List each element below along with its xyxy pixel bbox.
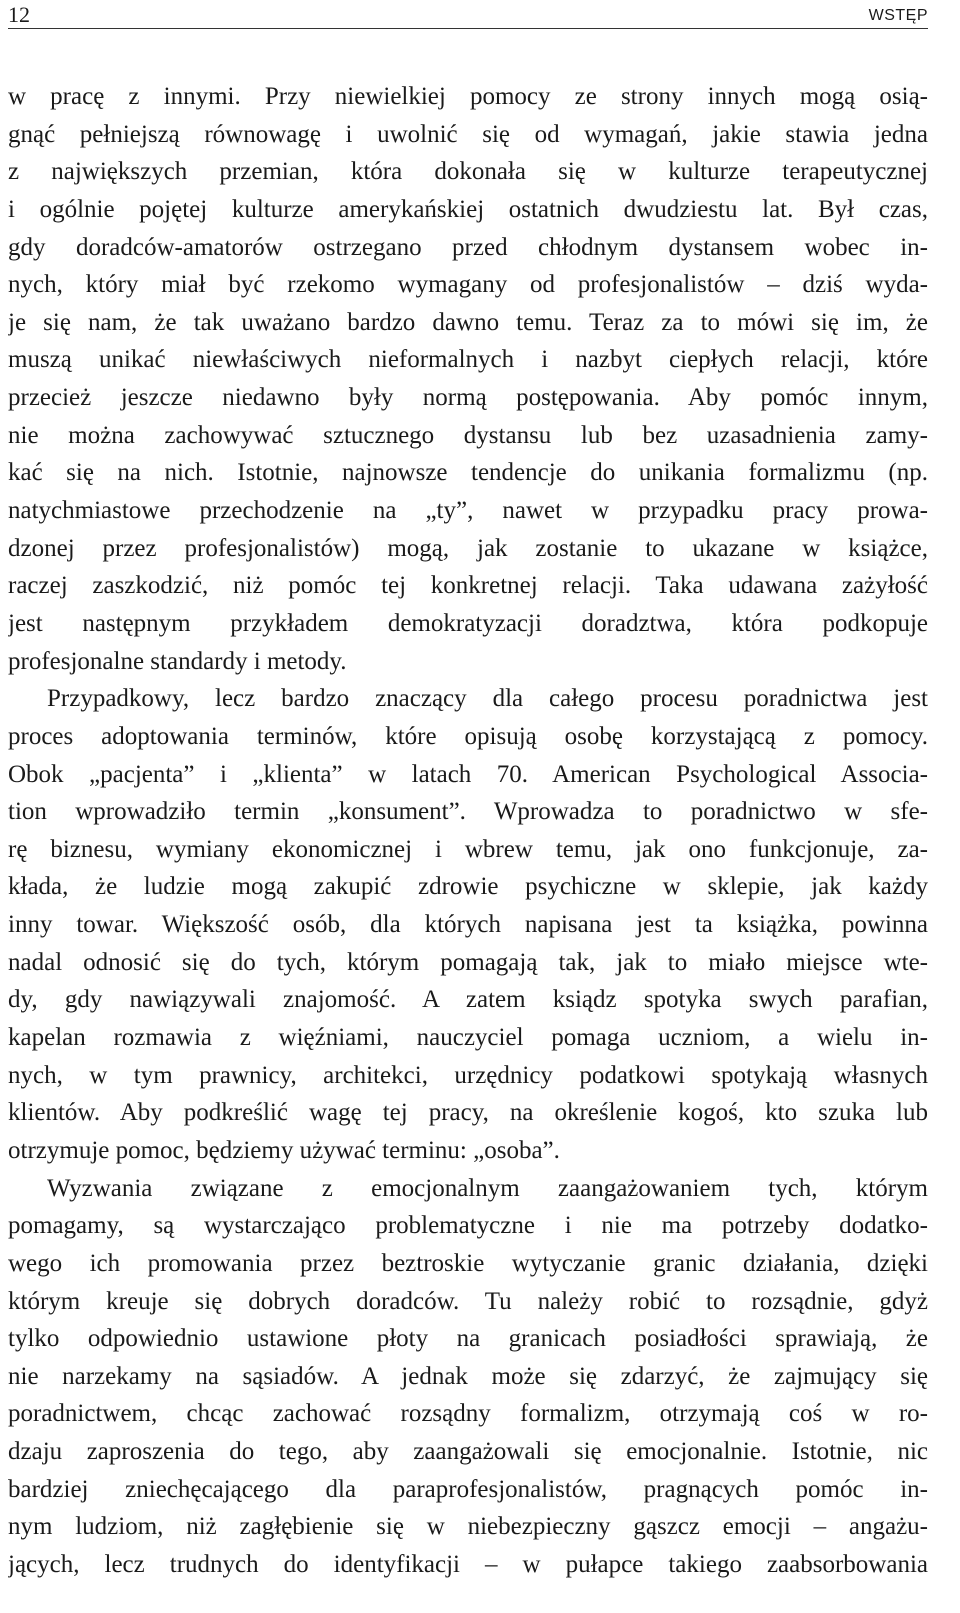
- text-line: inny towar. Większość osób, dla których napisana jest ta książka, powinna: [8, 911, 928, 939]
- text-line: tion wprowadziło termin „konsument”. Wprowadza to poradnictwo w sfe-: [8, 798, 928, 826]
- text-line: nie narzekamy na sąsiadów. A jednak może się zdarzyć, że zajmujący się: [8, 1362, 928, 1390]
- text-line: dzaju zaproszenia do tego, aby zaangażowali się emocjonalnie. Istotnie, nic: [8, 1438, 928, 1466]
- text-line: Przypadkowy, lecz bardzo znaczący dla całego procesu poradnictwa jest: [47, 685, 928, 713]
- text-line: w pracę z innymi. Przy niewielkiej pomocy ze strony innych mogą osią-: [8, 83, 928, 110]
- text-line: wego ich promowania przez beztroskie wytyczanie granic działania, dzięki: [8, 1249, 928, 1277]
- text-line: gnąć pełniejszą równowagę i uwolnić się od wymagań, jakie stawia jedna: [8, 120, 928, 148]
- page-number: 12: [8, 2, 30, 27]
- text-line: rę biznesu, wymiany ekonomicznej i wbrew temu, jak ono funkcjonuje, za-: [8, 835, 928, 863]
- text-line: z największych przemian, która dokonała się w kulturze terapeutycznej: [8, 158, 928, 186]
- text-line: poradnictwem, chcąc zachować rozsądny formalizm, otrzymają coś w ro-: [8, 1400, 928, 1428]
- text-line: dzonej przez profesjonalistów) mogą, jak zostanie to ukazane w książce,: [8, 534, 928, 562]
- text-line: otrzymuje pomoc, będziemy używać terminu: „osoba”.: [8, 1136, 560, 1164]
- text-line: nie można zachowywać sztucznego dystansu lub bez uzasadnienia zamy-: [8, 421, 928, 449]
- text-line: kapelan rozmawia z więźniami, nauczyciel pomaga uczniom, a wielu in-: [8, 1024, 928, 1052]
- text-line: gdy doradców-amatorów ostrzegano przed chłodnym dystansem wobec in-: [8, 233, 928, 261]
- text-line: pomagamy, są wystarczająco problematyczne i nie ma potrzeby dodatko-: [8, 1212, 928, 1240]
- text-line: bardziej zniechęcającego dla paraprofesjonalistów, pragnących pomóc in-: [8, 1475, 928, 1503]
- text-line: klientów. Aby podkreślić wagę tej pracy, na określenie kogoś, kto szuka lub: [8, 1099, 928, 1127]
- text-line: profesjonalne standardy i metody.: [8, 647, 347, 675]
- text-line: nych, w tym prawnicy, architekci, urzędnicy podatkowi spotykają własnych: [8, 1061, 928, 1089]
- text-line: kać się na nich. Istotnie, najnowsze tendencje do unikania formalizmu (np.: [8, 459, 928, 487]
- text-line: proces adoptowania terminów, które opisują osobę korzystającą z pomocy.: [8, 722, 928, 750]
- text-line: kłada, że ludzie mogą zakupić zdrowie psychiczne w sklepie, jak każdy: [8, 873, 928, 901]
- running-head: WSTĘP: [868, 7, 928, 24]
- text-line: natychmiastowe przechodzenie na „ty”, nawet w przypadku pracy prowa-: [8, 497, 928, 525]
- text-line: nadal odnosić się do tych, którym pomagają tak, jak to miało miejsce wte-: [8, 948, 928, 976]
- text-line: raczej zaszkodzić, niż pomóc tej konkretnej relacji. Taka udawana zażyłość: [8, 572, 928, 600]
- text-line: dy, gdy nawiązywali znajomość. A zatem ksiądz spotyka swych parafian,: [8, 986, 928, 1014]
- text-line: nych, który miał być rzekomo wymagany od profesjonalistów – dziś wyda-: [8, 271, 928, 299]
- text-line: jących, lecz trudnych do identyfikacji – w pułapce takiego zaabsorbowania: [8, 1550, 928, 1578]
- text-line: je się nam, że tak uważano bardzo dawno temu. Teraz za to mówi się im, że: [8, 308, 928, 336]
- text-line: tylko odpowiednio ustawione płoty na granicach posiadłości sprawiają, że: [8, 1325, 928, 1353]
- text-line: nym ludziom, niż zagłębienie się w niebezpieczny gąszcz emocji – angażu-: [8, 1513, 928, 1541]
- text-line: Obok „pacjenta” i „klienta” w latach 70. American Psychological Associa-: [8, 760, 928, 788]
- text-line: i ogólnie pojętej kulturze amerykańskiej ostatnich dwudziestu lat. Był czas,: [8, 195, 928, 223]
- page-header: [8, 2, 928, 29]
- text-line: przecież jeszcze niedawno były normą postępowania. Aby pomóc innym,: [8, 384, 928, 412]
- text-line: którym kreuje się dobrych doradców. Tu należy robić to rozsądnie, gdyż: [8, 1287, 928, 1315]
- text-line: jest następnym przykładem demokratyzacji doradztwa, która podkopuje: [8, 609, 928, 637]
- text-line: Wyzwania związane z emocjonalnym zaangażowaniem tych, którym: [47, 1174, 928, 1202]
- text-line: muszą unikać niewłaściwych nieformalnych i nazbyt ciepłych relacji, które: [8, 346, 928, 374]
- body-text: [8, 78, 928, 1584]
